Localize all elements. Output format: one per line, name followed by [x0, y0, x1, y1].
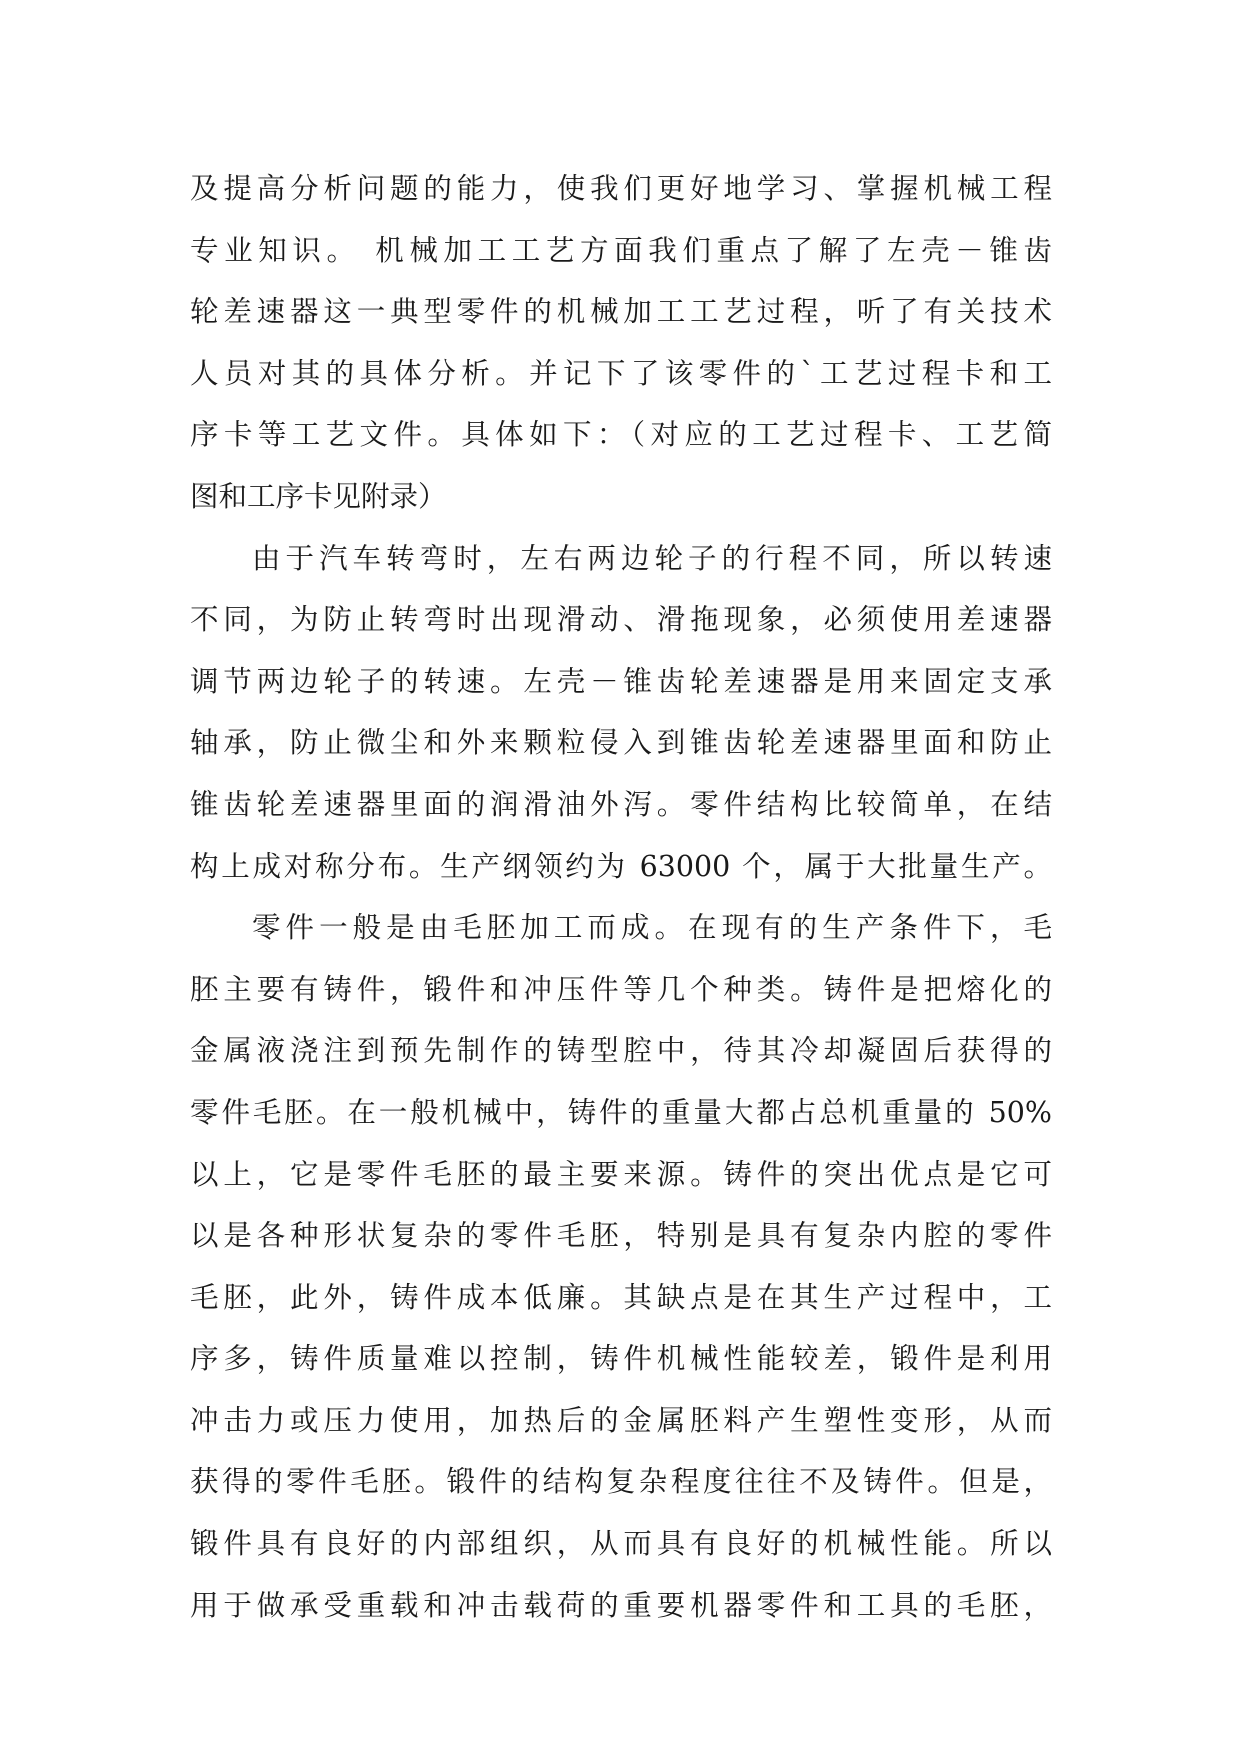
text-line: 及提高分析问题的能力，使我们更好地学习、掌握机械工程 [190, 172, 1052, 205]
text-line: 调节两边轮子的转速。左壳－锥齿轮差速器是用来固定支承 [190, 664, 1052, 698]
text-line: 不同，为防止转弯时出现滑动、滑拖现象，必须使用差速器 [190, 603, 1052, 637]
text-line: 图和工序卡见附录） [190, 479, 447, 513]
text-line: 序卡等工艺文件。具体如下：（对应的工艺过程卡、工艺简 [190, 418, 1052, 452]
text-line: 序多，铸件质量难以控制，铸件机械性能较差，锻件是利用 [190, 1342, 1052, 1376]
text-line: 以是各种形状复杂的零件毛胚，特别是具有复杂内腔的零件 [190, 1219, 1052, 1253]
text-line: 专业知识。 机械加工工艺方面我们重点了解了左壳－锥齿 [190, 233, 1052, 267]
text-line: 锥齿轮差速器里面的润滑油外泻。零件结构比较简单，在结 [190, 787, 1052, 821]
text-line: 金属液浇注到预先制作的铸型腔中，待其冷却凝固后获得的 [190, 1034, 1052, 1068]
body-text [190, 158, 1052, 1636]
text-line: 毛胚，此外，铸件成本低廉。其缺点是在其生产过程中，工 [190, 1280, 1052, 1314]
text-line: 轴承，防止微尘和外来颗粒侵入到锥齿轮差速器里面和防止 [190, 726, 1052, 760]
paragraph-first-line: 零件一般是由毛胚加工而成。在现有的生产条件下，毛 [252, 911, 1052, 945]
paragraph-first-line: 由于汽车转弯时，左右两边轮子的行程不同，所以转速 [252, 541, 1052, 575]
text-line: 人员对其的具体分析。并记下了该零件的`工艺过程卡和工 [190, 356, 1052, 390]
text-line: 获得的零件毛胚。锻件的结构复杂程度往往不及铸件。但是， [190, 1465, 1052, 1499]
text-line: 锻件具有良好的内部组织，从而具有良好的机械性能。所以 [190, 1527, 1052, 1561]
text-line: 以上，它是零件毛胚的最主要来源。铸件的突出优点是它可 [190, 1157, 1052, 1191]
text-line: 构上成对称分布。生产纲领约为 63000 个，属于大批量生产。 [190, 849, 1052, 883]
text-line: 零件毛胚。在一般机械中，铸件的重量大都占总机重量的 50% [190, 1095, 1052, 1129]
text-line: 胚主要有铸件，锻件和冲压件等几个种类。铸件是把熔化的 [190, 972, 1052, 1006]
text-line: 冲击力或压力使用，加热后的金属胚料产生塑性变形，从而 [190, 1403, 1052, 1437]
text-line: 轮差速器这一典型零件的机械加工工艺过程，听了有关技术 [190, 295, 1052, 329]
text-line: 用于做承受重载和冲击载荷的重要机器零件和工具的毛胚， [190, 1588, 1052, 1622]
